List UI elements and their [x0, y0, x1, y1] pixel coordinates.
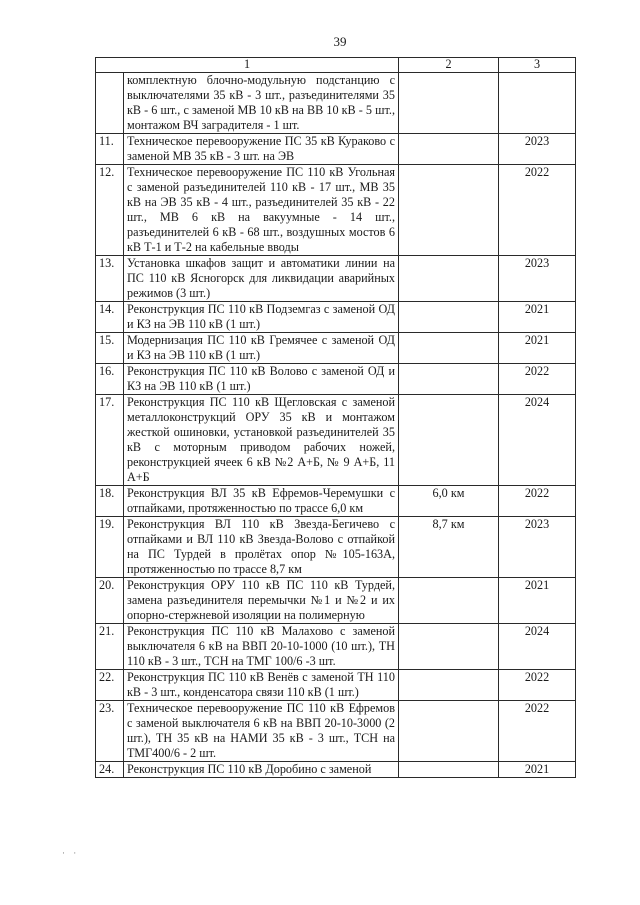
row-description: Реконструкция ВЛ 110 кВ Звезда-Бегичево с отпайками и ВЛ 110 кВ Звезда-Волово с отпайкой на ПС Турдей в пролётах опор №105-163А, протяженностью по трассе 8,7 км [124, 517, 399, 578]
row-number: 12. [96, 165, 124, 256]
table-row [96, 701, 576, 762]
row-description: Техническое перевооружение ПС 110 кВ Ефремов с заменой выключателя 6 кВ на ВВП 20-10-3000 (2 шт.), ТН 35 кВ на НАМИ 35 кВ - 3 шт., ТСН на ТМГ400/6 - 2 шт. [124, 701, 399, 762]
table-row [96, 762, 576, 778]
row-length [399, 701, 499, 762]
row-description: Техническое перевооружение ПС 35 кВ Кураково с заменой МВ 35 кВ - 3 шт. на ЭВ [124, 134, 399, 165]
row-number: 13. [96, 256, 124, 302]
row-length [399, 364, 499, 395]
row-number: 20. [96, 578, 124, 624]
row-length [399, 670, 499, 701]
table-row [96, 395, 576, 486]
row-year: 2023 [499, 517, 576, 578]
row-number: 16. [96, 364, 124, 395]
row-length [399, 134, 499, 165]
row-number: 24. [96, 762, 124, 778]
row-description: комплектную блочно-модульную подстанцию с выключателями 35 кВ - 3 шт., разъединителями 35 кВ - 6 шт., с заменой МВ 10 кВ на ВВ 10 кВ - 5 шт., монтажом ВЧ заградителя - 1 шт. [124, 73, 399, 134]
row-number: 15. [96, 333, 124, 364]
row-number [96, 73, 124, 134]
row-year: 2022 [499, 165, 576, 256]
row-length [399, 762, 499, 778]
row-year: 2021 [499, 578, 576, 624]
row-length [399, 624, 499, 670]
row-year: 2024 [499, 624, 576, 670]
row-description: Реконструкция ПС 110 кВ Волово с заменой ОД и КЗ на ЭВ 110 кВ (1 шт.) [124, 364, 399, 395]
works-table [95, 57, 576, 778]
row-length [399, 256, 499, 302]
row-number: 18. [96, 486, 124, 517]
row-description: Модернизация ПС 110 кВ Гремячее с заменой ОД и КЗ на ЭВ 110 кВ (1 шт.) [124, 333, 399, 364]
row-year [499, 73, 576, 134]
row-description: Реконструкция ПС 110 кВ Малахово с заменой выключателя 6 кВ на ВВП 20-10-1000 (10 шт.), ТН 110 кВ - 3 шт., ТСН на ТМГ 100/6 -3 шт. [124, 624, 399, 670]
table-row [96, 578, 576, 624]
row-year: 2022 [499, 364, 576, 395]
row-number: 19. [96, 517, 124, 578]
table-row [96, 256, 576, 302]
scan-marks: · · [62, 848, 80, 858]
row-number: 11. [96, 134, 124, 165]
row-length: 8,7 км [399, 517, 499, 578]
row-year: 2024 [499, 395, 576, 486]
row-number: 17. [96, 395, 124, 486]
row-description: Реконструкция ПС 110 кВ Венёв с заменой ТН 110 кВ - 3 шт., конденсатора связи 110 кВ (1 шт.) [124, 670, 399, 701]
header-col-1: 1 [96, 58, 399, 73]
row-year: 2023 [499, 256, 576, 302]
row-length [399, 333, 499, 364]
table-row [96, 364, 576, 395]
row-description: Реконструкция ПС 110 кВ Доробино с заменой [124, 762, 399, 778]
row-length [399, 165, 499, 256]
row-year: 2022 [499, 486, 576, 517]
row-description: Техническое перевооружение ПС 110 кВ Угольная с заменой разъединителей 110 кВ - 17 шт., МВ 35 кВ на ЭВ 35 кВ - 4 шт., разъединителей 35 кВ - 22 шт., МВ 6 кВ на вакуумные - 14 шт., разъединителей 6 кВ - 68 шт., воздушных мостов 6 кВ Т-1 и Т-2 на кабельные вводы [124, 165, 399, 256]
row-number: 23. [96, 701, 124, 762]
row-number: 22. [96, 670, 124, 701]
header-col-2: 2 [399, 58, 499, 73]
row-length [399, 395, 499, 486]
table-row [96, 624, 576, 670]
row-description: Реконструкция ПС 110 кВ Щегловская с заменой металлоконструкций ОРУ 35 кВ и монтажом жесткой ошиновки, установкой разъединителей 35 кВ с моторным приводом рабочих ножей, реконструкцией ячеек 6 кВ №2 А+Б, № 9 А+Б, 11 А+Б [124, 395, 399, 486]
row-year: 2021 [499, 333, 576, 364]
table-row [96, 486, 576, 517]
header-col-3: 3 [499, 58, 576, 73]
row-length: 6,0 км [399, 486, 499, 517]
table-header-row [96, 58, 576, 73]
table-row [96, 73, 576, 134]
row-description: Реконструкция ВЛ 35 кВ Ефремов-Черемушки с отпайками, протяженностью по трассе 6,0 км [124, 486, 399, 517]
row-number: 21. [96, 624, 124, 670]
row-description: Установка шкафов защит и автоматики линии на ПС 110 кВ Ясногорск для ликвидации аварийных режимов (3 шт.) [124, 256, 399, 302]
table-row [96, 165, 576, 256]
page-number: 39 [333, 34, 347, 49]
row-year: 2023 [499, 134, 576, 165]
row-year: 2021 [499, 302, 576, 333]
row-length [399, 578, 499, 624]
table-row [96, 670, 576, 701]
row-description: Реконструкция ПС 110 кВ Подземгаз с заменой ОД и КЗ на ЭВ 110 кВ (1 шт.) [124, 302, 399, 333]
row-length [399, 73, 499, 134]
row-year: 2022 [499, 670, 576, 701]
row-length [399, 302, 499, 333]
row-year: 2021 [499, 762, 576, 778]
row-description: Реконструкция ОРУ 110 кВ ПС 110 кВ Турдей, замена разъединителя перемычки №1 и №2 и их опорно-стержневой изоляции на полимерную [124, 578, 399, 624]
table-row [96, 302, 576, 333]
row-number: 14. [96, 302, 124, 333]
table-row [96, 517, 576, 578]
table-row [96, 333, 576, 364]
row-year: 2022 [499, 701, 576, 762]
table-row [96, 134, 576, 165]
